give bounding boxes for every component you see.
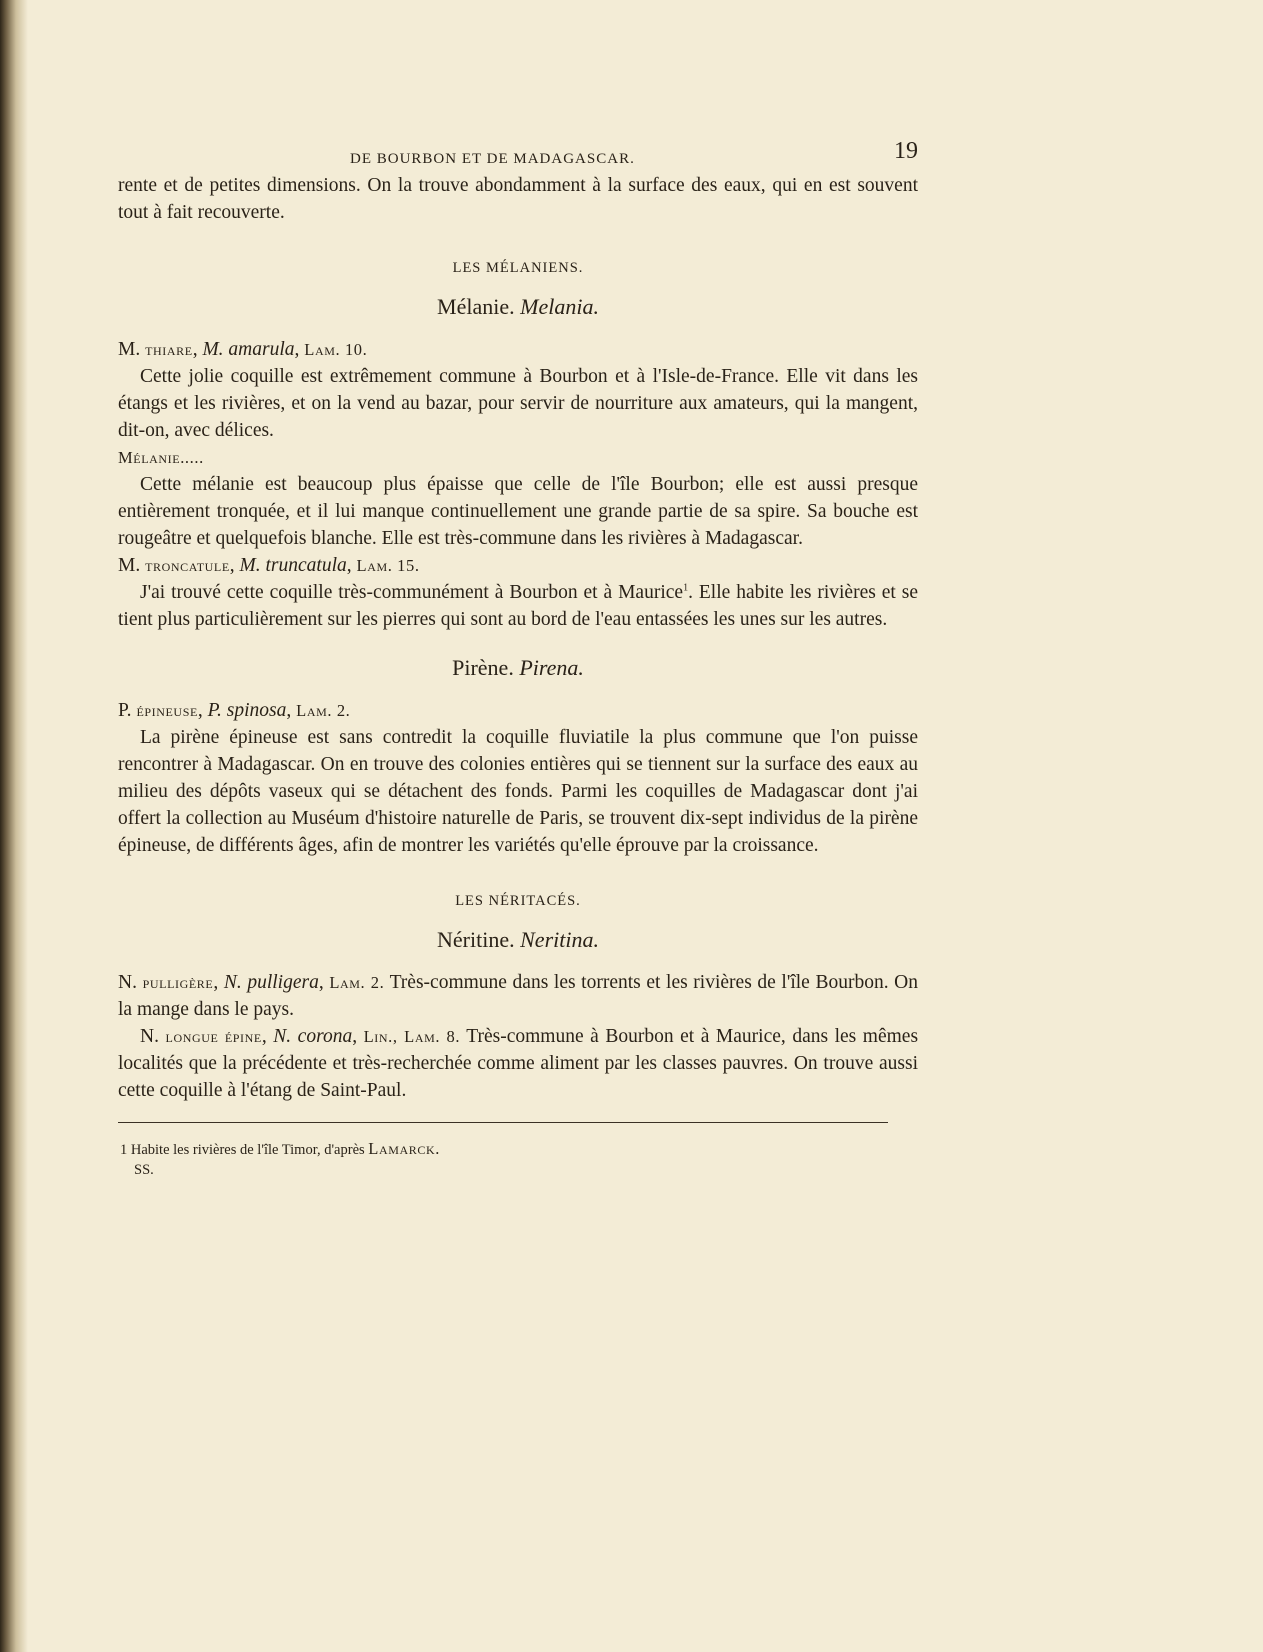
genus-heading-melania (118, 292, 918, 322)
species-name: épineuse (136, 701, 198, 720)
family-title-melaniens: LES MÉLANIENS. (452, 260, 584, 276)
species-abbr: N. (140, 1026, 159, 1047)
species-description-thiare: Cette jolie coquille est extrêmement commune à Bourbon et à l'Isle-de-France. Elle vit dans les étangs et les rivières, et on la vend au bazar, pour servir de nourriture aux amateurs, qui la mangent, dit-on, avec délices. (118, 366, 918, 441)
species-abbr: P. (118, 700, 132, 721)
species-description-pirene: La pirène épineuse est sans contredit la coquille fluviatile la plus commune que l'on puisse rencontrer à Madagascar. On en trouve des colonies entières qui se tiennent sur la surface des eaux au milieu des dépôts vaseux qui se détachent des fonds. Parmi les coquilles de Madagascar dont j'ai offert la collection au Muséum d'histoire naturelle de Paris, se trouvent dix-sept individus de la pirène épineuse, de différents âges, afin de montrer les variétés qu'elle éprouve par la croissance. (118, 727, 918, 856)
species-abbr: N. (118, 972, 137, 993)
species-reference: Lin., (363, 1027, 398, 1046)
page-header (118, 138, 918, 172)
genus-name-fr: Néritine. (437, 927, 515, 952)
genus-name-fr: Pirène. (452, 655, 514, 680)
species-latin: M. amarula (202, 339, 295, 360)
species-description-troncatule (118, 579, 918, 633)
species-name: Mélanie..... (118, 448, 204, 467)
footnote-number: 1 (120, 1142, 128, 1158)
species-name: thiare (145, 340, 193, 359)
species-abbr: M. (118, 555, 141, 576)
description-text: . Elle habite les rivières et se tient plus particulièrement sur les pierres qui sont au bord de l'eau entassées les unes sur les autres. (118, 582, 918, 630)
species-entry-pulligere: N. pulligère, N. pulligera, Lam. 2. Très-commune dans les torrents et les rivières de l'île Bourbon. On la mange dans le pays. (118, 972, 919, 1020)
book-spine-shadow (0, 0, 28, 1652)
genus-name-latin: Melania. (520, 294, 599, 319)
species-line-thiare: M. thiare, M. amarula, Lam. 10. (118, 339, 368, 360)
species-latin: N. corona (273, 1026, 353, 1047)
species-name: pulligère (142, 973, 214, 992)
species-name: troncatule (145, 556, 230, 575)
footnote-rule (118, 1122, 888, 1123)
species-reference: Lam. 15. (356, 556, 420, 575)
footnote (118, 1139, 918, 1180)
species-description: Très-commune dans les torrents et les rivières de l'île Bourbon. On la mange dans le pays. (118, 972, 919, 1020)
species-reference: Lam. 10. (304, 340, 368, 359)
species-name: longue épine (165, 1027, 262, 1046)
document-page (118, 138, 918, 1180)
description-text: J'ai trouvé cette coquille très-communément à Bourbon et à Maurice (140, 582, 684, 603)
page-number: 19 (894, 138, 918, 164)
genus-name-fr: Mélanie. (437, 294, 515, 319)
species-line-pirene: P. épineuse, P. spinosa, Lam. 2. (118, 700, 351, 721)
footnote-signature: SS. (134, 1162, 154, 1178)
footnote-line (120, 1139, 918, 1160)
species-line-melanie (118, 444, 918, 471)
species-latin: P. spinosa (207, 700, 287, 721)
genus-heading-pirena (118, 653, 918, 683)
species-reference: Lam. 2. (296, 701, 351, 720)
species-reference: Lam. 8. (404, 1027, 461, 1046)
species-description: Très-commune à Bourbon et à Maurice, dans les mêmes localités que la précédente et très-recherchée comme aliment par les classes pauvres. On trouve aussi cette coquille à l'étang de Saint-Paul. (118, 1026, 919, 1101)
footnote-author: Lamarck. (368, 1139, 440, 1158)
family-title-neritaces: LES NÉRITACÉS. (455, 893, 581, 909)
running-head: DE BOURBON ET DE MADAGASCAR. (350, 151, 635, 167)
species-description-melanie: Cette mélanie est beaucoup plus épaisse que celle de l'île Bourbon; elle est aussi presque entièrement tronquée, et il lui manque continuellement une grande partie de sa spire. Sa bouche est rougeâtre et quelquefois blanche. Elle est très-commune dans les rivières à Madagascar. (118, 474, 918, 549)
genus-heading-neritina (118, 925, 918, 955)
species-entry-longue-epine: N. longue épine, N. corona, Lin., Lam. 8. Très-commune à Bourbon et à Maurice, dans les mêmes localités que la précédente et très-recherchée comme aliment par les classes pauvres. On trouve aussi cette coquille à l'étang de Saint-Paul. (118, 1026, 919, 1101)
intro-paragraph: rente et de petites dimensions. On la trouve abondamment à la surface des eaux, qui en est souvent tout à fait recouverte. (118, 175, 918, 223)
species-latin: M. truncatula (239, 555, 347, 576)
species-line-troncatule: M. troncatule, M. truncatula, Lam. 15. (118, 555, 420, 576)
footnote-text: Habite les rivières de l'île Timor, d'après (130, 1142, 365, 1158)
species-latin: N. pulligera (223, 972, 319, 993)
species-reference: Lam. 2. (329, 973, 385, 992)
genus-name-latin: Pirena. (519, 655, 584, 680)
footnote-mark: 1 (683, 582, 689, 594)
genus-name-latin: Neritina. (520, 927, 599, 952)
species-abbr: M. (118, 339, 141, 360)
